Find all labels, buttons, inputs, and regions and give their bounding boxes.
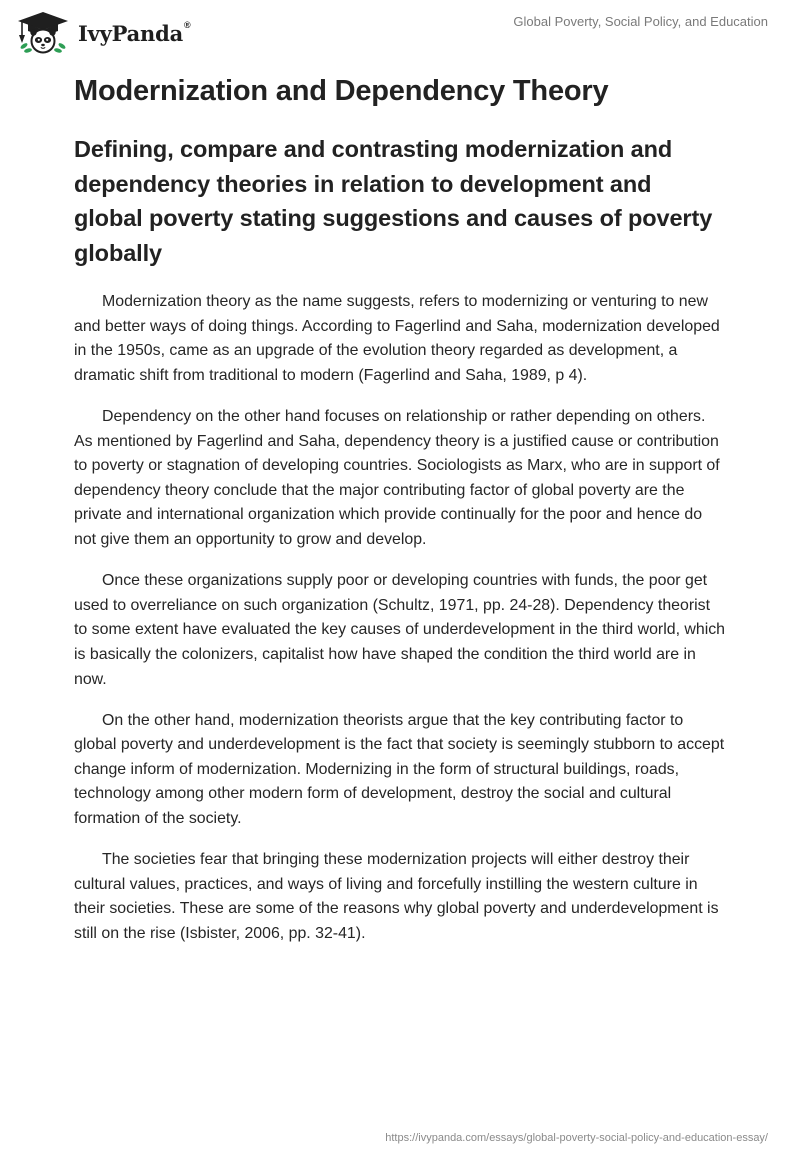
logo-registered-mark: ® xyxy=(184,19,191,30)
page-header xyxy=(0,0,800,60)
logo-name: IvyPanda xyxy=(78,20,184,46)
paragraph-3: Once these organizations supply poor or developing countries with funds, the poor get used to overreliance on such organization (Schultz, 1971, pp. 24-28). Dependency theorist to some extent have evaluated the key causes of underdevelopment in the third world, which is basically the colonizers, capitalist how have shaped the condition the third world are in now. xyxy=(74,572,726,688)
document-category: Global Poverty, Social Policy, and Education xyxy=(513,14,768,29)
section-heading: Defining, compare and contrasting modernization and dependency theories in relation to development and global poverty stating suggestions and causes of poverty globally xyxy=(74,136,713,266)
page-title: Modernization and Dependency Theory xyxy=(74,75,609,107)
paragraph-1: Modernization theory as the name suggests, refers to modernizing or venturing to new and better ways of doing things. According to Fagerlind and Saha, modernization developed in the 1950s, came as an upgrade of the evolution theory regarded as development, a dramatic shift from traditional to modern (Fagerlind and Saha, 1989, p 4). xyxy=(74,293,720,384)
ivypanda-logo[interactable] xyxy=(14,10,190,54)
article-content xyxy=(74,72,726,963)
logo-wordmark xyxy=(78,21,190,46)
panda-graduate-icon xyxy=(14,10,72,54)
paragraph-2: Dependency on the other hand focuses on relationship or rather depending on others. As mentioned by Fagerlind and Saha, dependency theory is a justified cause or contribution to poverty or stagnation of developing countries. Sociologists as Marx, who are in support of dependency theory conclude that the major contributing factor of global poverty are the private and international organization which provide continually for the poor and hence do not give them an opportunity to grow and develop. xyxy=(74,407,720,548)
article-body xyxy=(74,290,726,947)
paragraph-4: On the other hand, modernization theorists argue that the key contributing factor to global poverty and underdevelopment is the fact that society is seemingly stubborn to accept change inform of modernization. Modernizing in the form of structural buildings, roads, technology among other modern form of development, destroy the social and cultural formation of the society. xyxy=(74,711,725,828)
paragraph-5: The societies fear that bringing these modernization projects will either destroy their cultural values, practices, and ways of living and forcefully instilling the western culture in their societies. These are some of the reasons why global poverty and underdevelopment is still on the rise (Isbister, 2006, pp. 32-41). xyxy=(74,851,719,943)
source-url[interactable]: https://ivypanda.com/essays/global-poverty-social-policy-and-education-essay/ xyxy=(385,1132,768,1144)
